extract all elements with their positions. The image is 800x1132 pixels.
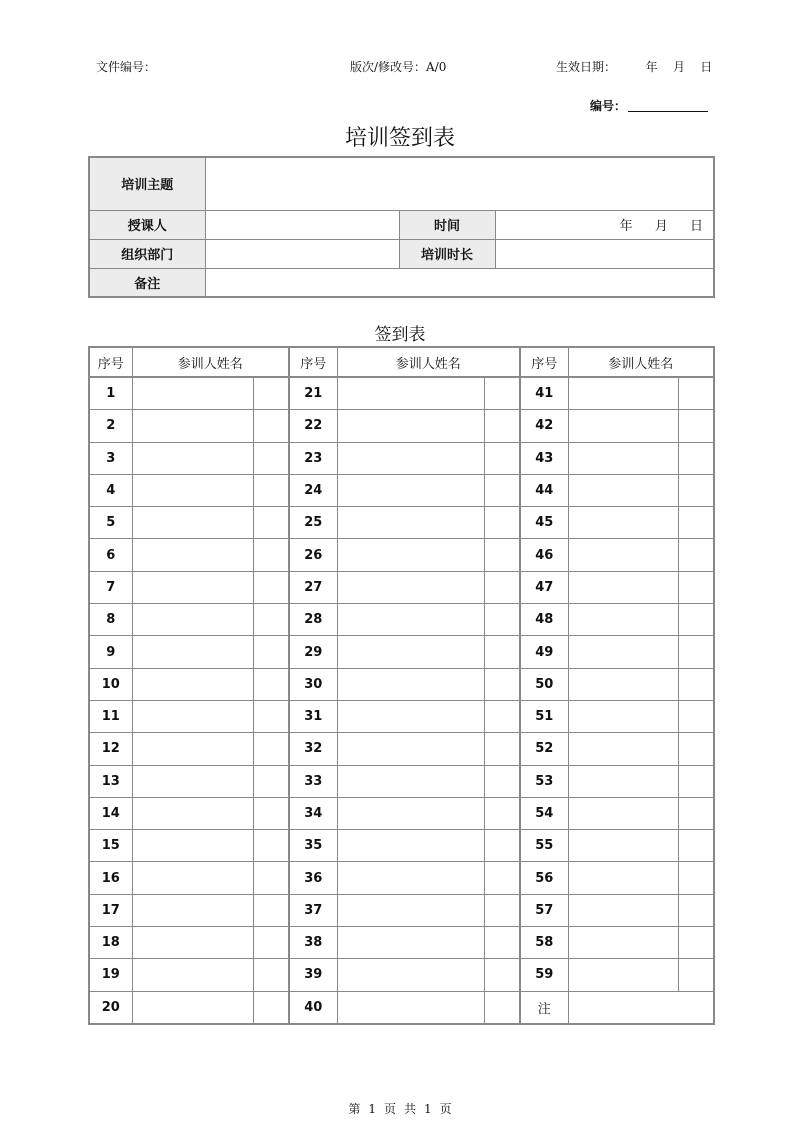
attendee-extra-field[interactable] <box>253 604 289 636</box>
attendee-extra-field[interactable] <box>253 539 289 571</box>
attendee-name-field[interactable] <box>132 830 253 862</box>
attendee-name-field[interactable] <box>132 862 253 894</box>
row-number: 53 <box>520 765 568 797</box>
attendee-extra-field[interactable] <box>253 894 289 926</box>
version-label: 版次/修改号：A/0 <box>350 60 447 74</box>
attendee-extra-field[interactable] <box>484 991 520 1024</box>
attendee-extra-field[interactable] <box>253 377 289 410</box>
row-number: 25 <box>289 507 337 539</box>
attendee-name-field[interactable] <box>132 700 253 732</box>
row-number: 58 <box>520 927 568 959</box>
attendee-name-field[interactable] <box>568 862 678 894</box>
row-number: 19 <box>89 959 132 991</box>
attendee-name-field[interactable] <box>568 377 678 410</box>
effective-date <box>556 58 712 75</box>
col-header-name: 参训人姓名 <box>132 347 289 377</box>
attendee-name-field[interactable] <box>132 636 253 668</box>
training-info-table <box>88 156 715 298</box>
sign-table-body <box>89 377 714 1024</box>
attendee-extra-field[interactable] <box>484 959 520 991</box>
attendee-extra-field[interactable] <box>678 927 714 959</box>
attendee-name-field[interactable] <box>337 636 484 668</box>
attendee-name-field[interactable] <box>337 797 484 829</box>
row-number: 5 <box>89 507 132 539</box>
time-field[interactable] <box>495 210 714 239</box>
attendee-extra-field[interactable] <box>678 862 714 894</box>
table-row <box>89 733 714 765</box>
row-number: 31 <box>289 700 337 732</box>
row-number: 48 <box>520 604 568 636</box>
row-number: 42 <box>520 410 568 442</box>
row-number: 30 <box>289 668 337 700</box>
attendee-extra-field[interactable] <box>253 442 289 474</box>
attendee-name-field[interactable] <box>337 927 484 959</box>
footer-gong: 共 <box>404 1102 417 1116</box>
row-number: 32 <box>289 733 337 765</box>
attendee-name-field[interactable] <box>337 862 484 894</box>
row-number: 9 <box>89 636 132 668</box>
attendee-extra-field[interactable] <box>484 700 520 732</box>
attendee-name-field[interactable] <box>337 991 484 1024</box>
table-row <box>89 636 714 668</box>
attendee-name-field[interactable] <box>337 894 484 926</box>
attendee-name-field[interactable] <box>132 927 253 959</box>
row-number: 45 <box>520 507 568 539</box>
note-field[interactable] <box>205 268 714 297</box>
row-number: 46 <box>520 539 568 571</box>
table-row <box>89 474 714 506</box>
attendee-name-field[interactable] <box>337 604 484 636</box>
attendee-extra-field[interactable] <box>253 668 289 700</box>
col-header-name: 参训人姓名 <box>568 347 714 377</box>
row-number: 52 <box>520 733 568 765</box>
time-label: 时间 <box>399 210 495 239</box>
row-number: 40 <box>289 991 337 1024</box>
attendee-extra-field[interactable] <box>253 765 289 797</box>
attendee-name-field[interactable] <box>568 959 678 991</box>
effective-year: 年 <box>645 60 658 74</box>
row-number: 56 <box>520 862 568 894</box>
table-row <box>89 377 714 410</box>
attendee-name-field[interactable] <box>337 507 484 539</box>
attendee-name-field[interactable] <box>132 474 253 506</box>
attendee-name-field[interactable] <box>337 668 484 700</box>
row-number: 38 <box>289 927 337 959</box>
serial-number-field[interactable] <box>628 111 708 112</box>
table-row <box>89 797 714 829</box>
attendee-extra-field[interactable] <box>253 991 289 1024</box>
row-number: 57 <box>520 894 568 926</box>
attendee-extra-field[interactable] <box>678 377 714 410</box>
footer-di: 第 <box>348 1102 361 1116</box>
row-number: 55 <box>520 830 568 862</box>
attendee-name-field[interactable] <box>337 830 484 862</box>
attendee-extra-field[interactable] <box>484 733 520 765</box>
effective-date-label: 生效日期： <box>556 60 617 74</box>
attendee-name-field[interactable] <box>568 797 678 829</box>
col-header-no: 序号 <box>289 347 337 377</box>
row-number: 13 <box>89 765 132 797</box>
attendee-extra-field[interactable] <box>678 604 714 636</box>
attendee-extra-field[interactable] <box>678 442 714 474</box>
attendee-extra-field[interactable] <box>484 377 520 410</box>
attendee-extra-field[interactable] <box>678 668 714 700</box>
page-footer <box>0 1100 800 1117</box>
row-number: 35 <box>289 830 337 862</box>
date-day: 日 <box>689 219 703 234</box>
duration-field[interactable] <box>495 239 714 268</box>
serial-number-label: 编号： <box>590 99 627 113</box>
row-number: 49 <box>520 636 568 668</box>
attendee-name-field[interactable] <box>568 765 678 797</box>
attendee-name-field[interactable] <box>337 733 484 765</box>
attendee-extra-field[interactable] <box>253 733 289 765</box>
table-row <box>89 442 714 474</box>
date-year: 年 <box>619 219 633 234</box>
attendee-extra-field[interactable] <box>253 927 289 959</box>
attendee-extra-field[interactable] <box>484 797 520 829</box>
attendee-name-field[interactable] <box>337 959 484 991</box>
table-row <box>89 894 714 926</box>
row-number: 15 <box>89 830 132 862</box>
duration-label: 培训时长 <box>399 239 495 268</box>
attendee-name-field[interactable] <box>132 797 253 829</box>
row-number: 39 <box>289 959 337 991</box>
table-row <box>89 959 714 991</box>
attendee-extra-field[interactable] <box>678 571 714 603</box>
attendee-name-field[interactable] <box>568 668 678 700</box>
row-number: 34 <box>289 797 337 829</box>
row-number: 43 <box>520 442 568 474</box>
row-number: 21 <box>289 377 337 410</box>
note-label: 备注 <box>89 268 205 297</box>
effective-day: 日 <box>700 60 713 74</box>
attendee-extra-field[interactable] <box>484 474 520 506</box>
lecturer-label: 授课人 <box>89 210 205 239</box>
attendee-name-field[interactable] <box>132 410 253 442</box>
attendee-extra-field[interactable] <box>484 539 520 571</box>
footer-ye: 页 <box>439 1102 452 1116</box>
row-number: 51 <box>520 700 568 732</box>
attendee-extra-field[interactable] <box>678 474 714 506</box>
page-title: 培训签到表 <box>344 126 455 151</box>
attendee-name-field[interactable] <box>337 474 484 506</box>
attendee-name-field[interactable] <box>132 668 253 700</box>
attendee-name-field[interactable] <box>337 377 484 410</box>
attendee-extra-field[interactable] <box>678 959 714 991</box>
attendee-extra-field[interactable] <box>253 797 289 829</box>
row-number: 14 <box>89 797 132 829</box>
table-row <box>89 604 714 636</box>
attendee-extra-field[interactable] <box>678 830 714 862</box>
attendee-extra-field[interactable] <box>253 862 289 894</box>
note-cell-field[interactable] <box>568 991 714 1024</box>
attendee-name-field[interactable] <box>132 604 253 636</box>
row-number: 22 <box>289 410 337 442</box>
row-number: 20 <box>89 991 132 1024</box>
attendee-extra-field[interactable] <box>484 668 520 700</box>
attendee-name-field[interactable] <box>568 571 678 603</box>
row-number: 18 <box>89 927 132 959</box>
attendee-name-field[interactable] <box>132 765 253 797</box>
row-number: 54 <box>520 797 568 829</box>
attendee-extra-field[interactable] <box>484 862 520 894</box>
attendee-name-field[interactable] <box>132 539 253 571</box>
attendee-extra-field[interactable] <box>678 636 714 668</box>
row-number: 4 <box>89 474 132 506</box>
row-number: 36 <box>289 862 337 894</box>
row-number: 12 <box>89 733 132 765</box>
table-row <box>89 410 714 442</box>
attendee-name-field[interactable] <box>337 410 484 442</box>
attendee-extra-field[interactable] <box>484 830 520 862</box>
row-number: 41 <box>520 377 568 410</box>
attendee-extra-field[interactable] <box>484 507 520 539</box>
row-number: 33 <box>289 765 337 797</box>
row-number: 47 <box>520 571 568 603</box>
attendee-name-field[interactable] <box>568 539 678 571</box>
col-header-no: 序号 <box>520 347 568 377</box>
sign-in-table <box>88 346 715 1025</box>
dept-label: 组织部门 <box>89 239 205 268</box>
attendee-name-field[interactable] <box>132 733 253 765</box>
attendee-extra-field[interactable] <box>484 927 520 959</box>
table-row <box>89 507 714 539</box>
attendee-extra-field[interactable] <box>484 410 520 442</box>
footer-ye: 页 <box>383 1102 396 1116</box>
footer-total-pages: 1 <box>424 1102 432 1116</box>
row-number: 1 <box>89 377 132 410</box>
serial-number <box>590 97 708 114</box>
attendee-extra-field[interactable] <box>484 765 520 797</box>
row-number: 2 <box>89 410 132 442</box>
doc-number-label: 文件编号： <box>96 60 157 74</box>
attendee-extra-field[interactable] <box>253 830 289 862</box>
row-number: 17 <box>89 894 132 926</box>
table-row <box>89 571 714 603</box>
row-number: 7 <box>89 571 132 603</box>
table-row <box>89 862 714 894</box>
attendee-extra-field[interactable] <box>253 700 289 732</box>
attendee-name-field[interactable] <box>132 991 253 1024</box>
attendee-extra-field[interactable] <box>678 797 714 829</box>
sign-table-title: 签到表 <box>374 325 426 345</box>
attendee-extra-field[interactable] <box>253 959 289 991</box>
attendee-name-field[interactable] <box>132 442 253 474</box>
col-header-name: 参训人姓名 <box>337 347 520 377</box>
row-number: 29 <box>289 636 337 668</box>
attendee-name-field[interactable] <box>568 604 678 636</box>
attendee-name-field[interactable] <box>568 733 678 765</box>
attendee-name-field[interactable] <box>568 700 678 732</box>
attendee-name-field[interactable] <box>132 507 253 539</box>
table-row <box>89 830 714 862</box>
attendee-name-field[interactable] <box>568 830 678 862</box>
attendee-name-field[interactable] <box>568 410 678 442</box>
attendee-extra-field[interactable] <box>253 410 289 442</box>
row-number: 16 <box>89 862 132 894</box>
table-row <box>89 927 714 959</box>
attendee-extra-field[interactable] <box>678 507 714 539</box>
attendee-extra-field[interactable] <box>253 507 289 539</box>
attendee-name-field[interactable] <box>132 377 253 410</box>
row-number: 11 <box>89 700 132 732</box>
attendee-name-field[interactable] <box>337 571 484 603</box>
attendee-name-field[interactable] <box>568 507 678 539</box>
row-number: 28 <box>289 604 337 636</box>
row-number: 8 <box>89 604 132 636</box>
attendee-name-field[interactable] <box>132 959 253 991</box>
row-number: 50 <box>520 668 568 700</box>
topic-label: 培训主题 <box>89 157 205 210</box>
attendee-name-field[interactable] <box>568 474 678 506</box>
attendee-extra-field[interactable] <box>484 636 520 668</box>
row-number: 24 <box>289 474 337 506</box>
attendee-extra-field[interactable] <box>253 474 289 506</box>
attendee-name-field[interactable] <box>568 636 678 668</box>
table-row <box>89 765 714 797</box>
note-cell-label: 注 <box>520 991 568 1024</box>
row-number: 44 <box>520 474 568 506</box>
attendee-extra-field[interactable] <box>678 894 714 926</box>
attendee-extra-field[interactable] <box>484 442 520 474</box>
row-number: 10 <box>89 668 132 700</box>
table-row <box>89 539 714 571</box>
table-row <box>89 991 714 1024</box>
attendee-extra-field[interactable] <box>484 894 520 926</box>
attendee-name-field[interactable] <box>132 894 253 926</box>
attendee-extra-field[interactable] <box>678 765 714 797</box>
row-number: 23 <box>289 442 337 474</box>
attendee-extra-field[interactable] <box>678 539 714 571</box>
attendee-extra-field[interactable] <box>678 700 714 732</box>
table-row <box>89 700 714 732</box>
attendee-name-field[interactable] <box>568 442 678 474</box>
attendee-extra-field[interactable] <box>484 571 520 603</box>
attendee-extra-field[interactable] <box>678 733 714 765</box>
attendee-name-field[interactable] <box>337 765 484 797</box>
dept-field[interactable] <box>205 239 399 268</box>
col-header-no: 序号 <box>89 347 132 377</box>
attendee-extra-field[interactable] <box>678 410 714 442</box>
topic-field[interactable] <box>205 157 714 210</box>
effective-month: 月 <box>672 60 685 74</box>
attendee-extra-field[interactable] <box>253 636 289 668</box>
row-number: 6 <box>89 539 132 571</box>
attendee-name-field[interactable] <box>568 894 678 926</box>
row-number: 27 <box>289 571 337 603</box>
date-month: 月 <box>654 219 668 234</box>
attendee-extra-field[interactable] <box>484 604 520 636</box>
row-number: 26 <box>289 539 337 571</box>
row-number: 3 <box>89 442 132 474</box>
attendee-name-field[interactable] <box>337 539 484 571</box>
attendee-name-field[interactable] <box>337 442 484 474</box>
footer-page-number: 1 <box>368 1102 376 1116</box>
attendee-name-field[interactable] <box>132 571 253 603</box>
attendee-name-field[interactable] <box>337 700 484 732</box>
lecturer-field[interactable] <box>205 210 399 239</box>
attendee-name-field[interactable] <box>568 927 678 959</box>
row-number: 59 <box>520 959 568 991</box>
attendee-extra-field[interactable] <box>253 571 289 603</box>
row-number: 37 <box>289 894 337 926</box>
table-row <box>89 668 714 700</box>
